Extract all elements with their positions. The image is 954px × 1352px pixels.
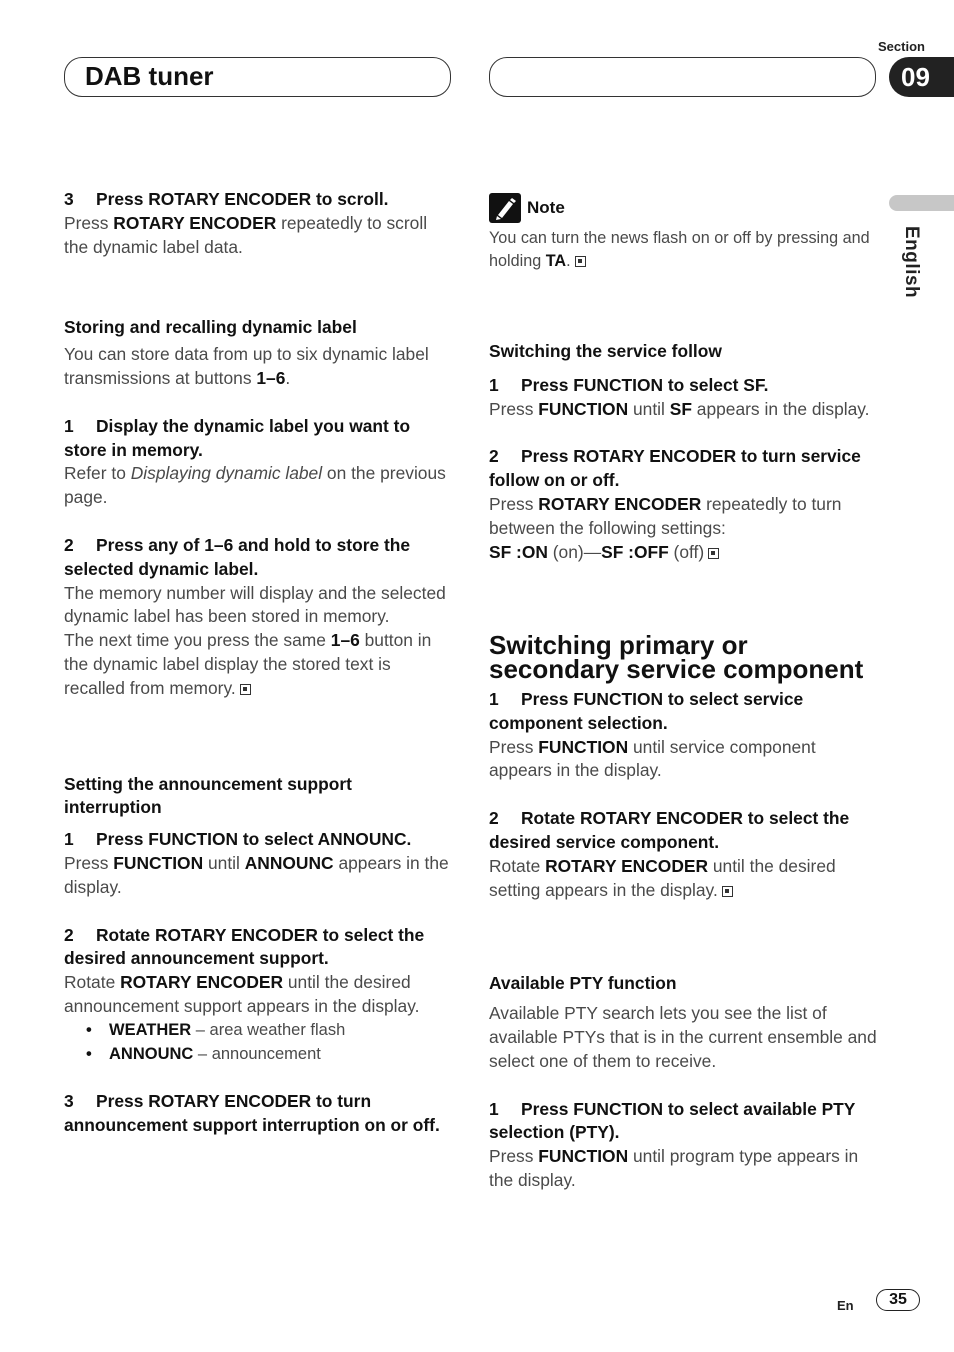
end-mark-icon — [708, 548, 719, 559]
section-heading: Setting the announcement support interruption — [64, 773, 352, 818]
list-item: • WEATHER – area weather flash — [64, 1019, 454, 1043]
right-column — [489, 193, 879, 1193]
section-label: Section — [878, 39, 925, 54]
paragraph: You can store data from up to six dynamic label transmissions at buttons 1–6. — [64, 344, 429, 388]
page-number: 35 — [876, 1289, 920, 1311]
note-pencil-icon — [489, 193, 521, 223]
step-heading: 2 Press ROTARY ENCODER to turn service follow on or off. — [489, 446, 861, 491]
paragraph: The memory number will display and the selected dynamic label has been stored in memory. — [64, 582, 446, 627]
section-heading: Switching the service follow — [489, 341, 722, 361]
end-mark-icon — [575, 256, 586, 267]
blank-header-pill — [489, 57, 876, 97]
step-heading: 3 Press ROTARY ENCODER to scroll. — [64, 189, 389, 209]
note-text: You can turn the news flash on or off by pressing and holding TA. — [489, 229, 870, 270]
language-code: En — [837, 1298, 854, 1313]
chapter-title: DAB tuner — [85, 61, 214, 91]
step-heading: 1 Press FUNCTION to select ANNOUNC. — [64, 829, 412, 850]
paragraph: Press FUNCTION until ANNOUNC appears in the display. — [64, 852, 449, 897]
settings-line: SF :ON (on)—SF :OFF (off) — [489, 541, 879, 565]
note-header — [489, 193, 879, 223]
section-number: 09 — [889, 57, 954, 97]
step-heading: 2 Press any of 1–6 and hold to store the selected dynamic label. — [64, 534, 411, 579]
paragraph: Press FUNCTION until SF appears in the display. — [489, 398, 870, 419]
subsection-heading: Storing and recalling dynamic label — [64, 317, 357, 338]
step-heading: 2 Rotate ROTARY ENCODER to select the desired announcement support. — [64, 924, 425, 969]
paragraph: Press ROTARY ENCODER repeatedly to scroll the dynamic label data. — [64, 212, 428, 257]
step-heading: 2 Rotate ROTARY ENCODER to select the desired service component. — [489, 808, 850, 852]
paragraph: Press FUNCTION until service component appears in the display. — [489, 736, 816, 781]
end-mark-icon — [722, 886, 733, 897]
paragraph: Rotate ROTARY ENCODER until the desired setting appears in the display. — [489, 855, 836, 900]
section-heading: Switching primary or secondary service component — [489, 630, 864, 685]
paragraph: The next time you press the same 1–6 button in the dynamic label display the stored text is recalled from memory. — [64, 630, 432, 698]
note-label: Note — [527, 198, 565, 217]
paragraph: Press ROTARY ENCODER repeatedly to turn between the following settings: — [489, 493, 842, 538]
step-heading: 3 Press ROTARY ENCODER to turn announcement support interruption on or off. — [64, 1091, 440, 1136]
section-heading: Available PTY function — [489, 973, 677, 994]
language-label: English — [901, 226, 922, 299]
paragraph: Rotate ROTARY ENCODER until the desired announcement support appears in the display. — [64, 972, 420, 1016]
left-column — [64, 188, 454, 1138]
step-heading: 1 Press FUNCTION to select available PTY selection (PTY). — [489, 1098, 856, 1143]
bullet-list — [64, 1019, 454, 1067]
chapter-title-pill — [64, 57, 451, 97]
step-heading: 1 Display the dynamic label you want to store in memory. — [64, 415, 411, 460]
paragraph: Available PTY search lets you see the list of available PTYs that is in the current ensemble and select one of them to receive. — [489, 1003, 877, 1071]
paragraph: Press FUNCTION until program type appears in the display. — [489, 1146, 859, 1190]
step-heading: 1 Press FUNCTION to select SF. — [489, 374, 769, 395]
language-tab-marker — [889, 195, 954, 211]
end-mark-icon — [240, 684, 251, 695]
step-heading: 1 Press FUNCTION to select service component selection. — [489, 688, 804, 733]
list-item: • ANNOUNC – announcement — [64, 1043, 454, 1067]
paragraph: Refer to Displaying dynamic label on the previous page. — [64, 463, 446, 508]
